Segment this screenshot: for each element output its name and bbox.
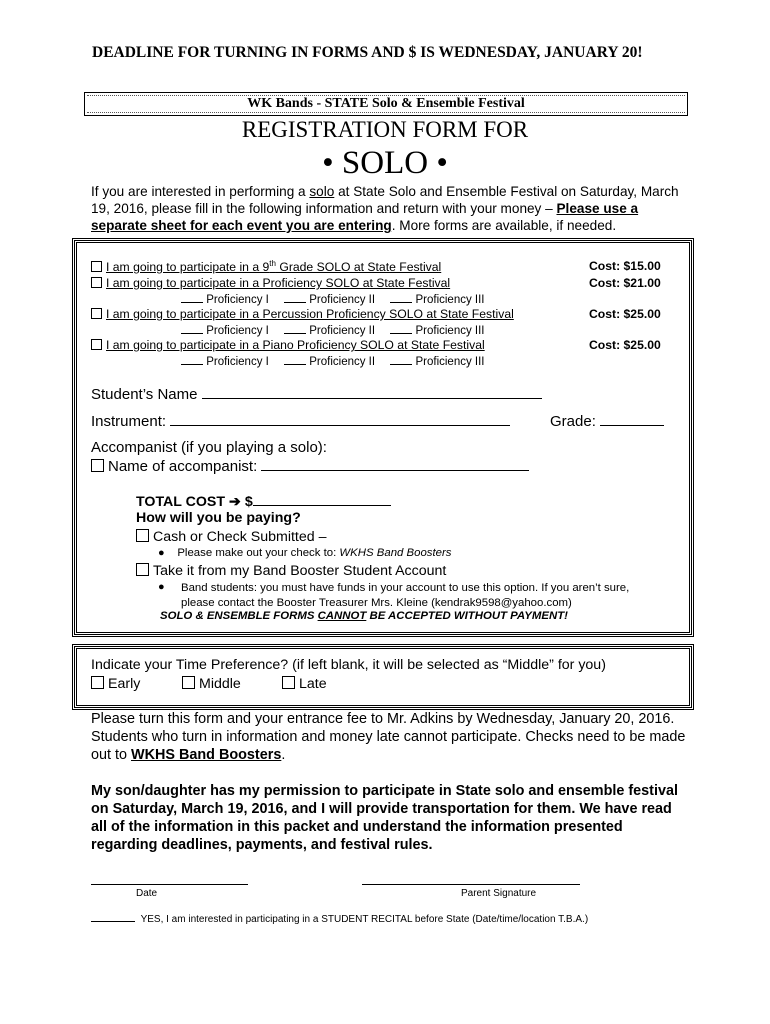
option-text: I am going to participate in a Piano Proficiency SOLO at State Festival [106,338,485,352]
time-early-label: Early [108,676,141,692]
option-superscript: th [269,259,276,268]
warning-text: SOLO & ENSEMBLE FORMS [160,610,318,622]
bullet-icon: ● [158,581,165,593]
student-name-input[interactable] [202,385,542,399]
option-text: I am going to participate in a 9 [106,260,270,275]
registration-title: REGISTRATION FORM FOR [241,117,529,142]
intro-text-1: If you are interested in performing a [91,184,310,199]
proficiency-level: Proficiency I [206,356,269,368]
option-text: I am going to participate in a Proficiency SOLO at State Festival [106,276,451,290]
proficiency-level: Proficiency III [415,325,485,337]
booster-account-option[interactable] [136,562,446,579]
payment-question: How will you be paying? [136,510,301,526]
checkbox-icon[interactable] [91,277,102,288]
check-payee: WKHS Band Boosters [339,547,452,559]
time-late-option[interactable] [282,675,327,692]
time-middle-label: Middle [199,676,241,692]
option-9th-grade-solo[interactable] [91,259,441,274]
accompanist-label: Accompanist (if you playing a solo): [91,439,327,456]
turn-in-end: . [281,747,286,763]
proficiency-levels-row-2 [181,323,485,337]
parent-signature-label: Parent Signature [461,888,537,899]
turn-in-payee: WKHS Band Boosters [131,747,282,763]
blank-line[interactable] [390,292,412,303]
checkbox-icon[interactable] [91,676,104,689]
account-note: Band students: you must have funds in your account to use this option. If you aren’t sure, please contact the Booster Treasurer Mrs. Kleine (kendrak9598@yahoo.com) [181,582,630,609]
blank-line[interactable] [390,323,412,334]
arrow-right-icon: ➔ [229,494,241,510]
date-label: Date [136,888,158,899]
proficiency-level: Proficiency II [309,356,376,368]
option-proficiency-solo[interactable] [91,276,450,290]
recital-input[interactable] [91,912,135,922]
proficiency-level: Proficiency II [309,294,376,306]
checkbox-icon[interactable] [91,459,104,472]
checkbox-icon[interactable] [91,308,102,319]
blank-line[interactable] [284,292,306,303]
turn-in-text: Please turn this form and your entrance fee to Mr. Adkins by Wednesday, January 20, 2016. Students who turn in information and money late cannot participate. Checks need to be made out to [91,711,686,763]
checkbox-icon[interactable] [91,261,102,272]
instrument-field [91,412,510,430]
checkbox-icon[interactable] [136,529,149,542]
blank-line[interactable] [181,354,203,365]
checkbox-icon[interactable] [91,339,102,350]
blank-line[interactable] [181,323,203,334]
checkbox-icon[interactable] [282,676,295,689]
bullet-icon: ● [158,547,165,559]
checkbox-icon[interactable] [136,563,149,576]
cost-percussion: Cost: $25.00 [589,307,661,321]
proficiency-levels-row-1 [181,292,485,306]
check-note [158,547,451,559]
cost-9th-grade: Cost: $15.00 [589,259,661,273]
instrument-label: Instrument: [91,413,167,430]
proficiency-level: Proficiency III [415,356,485,368]
option-piano-solo[interactable] [91,338,485,352]
total-cost-label: TOTAL COST [136,494,226,510]
intro-solo-word: solo [309,184,335,199]
intro-paragraph [91,183,691,234]
grade-field [550,412,664,430]
total-cost-input[interactable] [253,492,391,506]
blank-line[interactable] [284,323,306,334]
option-percussion-solo[interactable] [91,307,514,321]
turn-in-instructions [91,710,691,764]
check-note-text: Please make out your check to: [177,547,340,559]
cash-check-option[interactable] [136,528,327,545]
instrument-input[interactable] [170,412,510,426]
intro-text-3: . More forms are available, if needed. [391,218,617,233]
blank-line[interactable] [390,354,412,365]
grade-input[interactable] [600,412,664,426]
checkbox-icon[interactable] [182,676,195,689]
warning-text-end: BE ACCEPTED WITHOUT PAYMENT! [366,610,568,622]
warning-cannot: CANNOT [317,610,367,622]
accompanist-name-label: Name of accompanist: [108,458,258,475]
cash-check-label: Cash or Check Submitted – [153,529,327,545]
time-late-label: Late [299,676,327,692]
grade-label: Grade: [550,413,596,430]
booster-account-label: Take it from my Band Booster Student Account [153,563,447,579]
student-name-label: Student’s Name [91,386,198,403]
time-preference-question: Indicate your Time Preference? (if left blank, it will be selected as “Middle” for you) [91,657,606,673]
time-middle-option[interactable] [182,675,241,692]
student-name-field [91,385,542,403]
accompanist-name-field [91,457,529,475]
proficiency-levels-row-3 [181,354,485,368]
cost-piano: Cost: $25.00 [589,338,661,352]
recital-text: YES, I am interested in participating in a STUDENT RECITAL before State (Date/time/location T.B.A.) [140,914,589,925]
proficiency-level: Proficiency II [309,325,376,337]
solo-title: • SOLO • [322,145,448,181]
cost-proficiency: Cost: $21.00 [589,276,661,290]
recital-field [91,912,588,925]
total-cost-field [136,492,391,510]
permission-statement: My son/daughter has my permission to participate in State solo and ensemble festival on Saturday, March 19, 2016, and I will provide transportation for them. We have read all of the information in this packet and understand the information presented regarding deadlines, payments, and festival rules. [91,783,678,853]
proficiency-level: Proficiency I [206,294,269,306]
proficiency-level: Proficiency III [415,294,485,306]
proficiency-level: Proficiency I [206,325,269,337]
blank-line[interactable] [181,292,203,303]
parent-signature-line[interactable] [362,884,580,885]
date-line[interactable] [91,884,248,885]
deadline-notice: DEADLINE FOR TURNING IN FORMS AND $ IS WEDNESDAY, JANUARY 20! [92,44,643,61]
festival-header: WK Bands - STATE Solo & Ensemble Festival [247,96,525,111]
accompanist-name-input[interactable] [261,457,529,471]
festival-header-box [84,92,688,116]
blank-line[interactable] [284,354,306,365]
option-text: I am going to participate in a Percussion Proficiency SOLO at State Festival [106,307,514,321]
payment-warning [160,610,568,622]
time-preference-box [72,644,694,710]
time-early-option[interactable] [91,675,140,692]
option-text-end: Grade SOLO at State Festival [275,260,442,275]
intro-text-2: at State Solo and Ensemble Festival on Saturday, March 19, 2016, please fill in the following information and return with your money – [91,184,679,216]
dollar-sign: $ [244,494,253,510]
intro-emphasis: Please use a separate sheet for each event you are entering [91,201,639,233]
